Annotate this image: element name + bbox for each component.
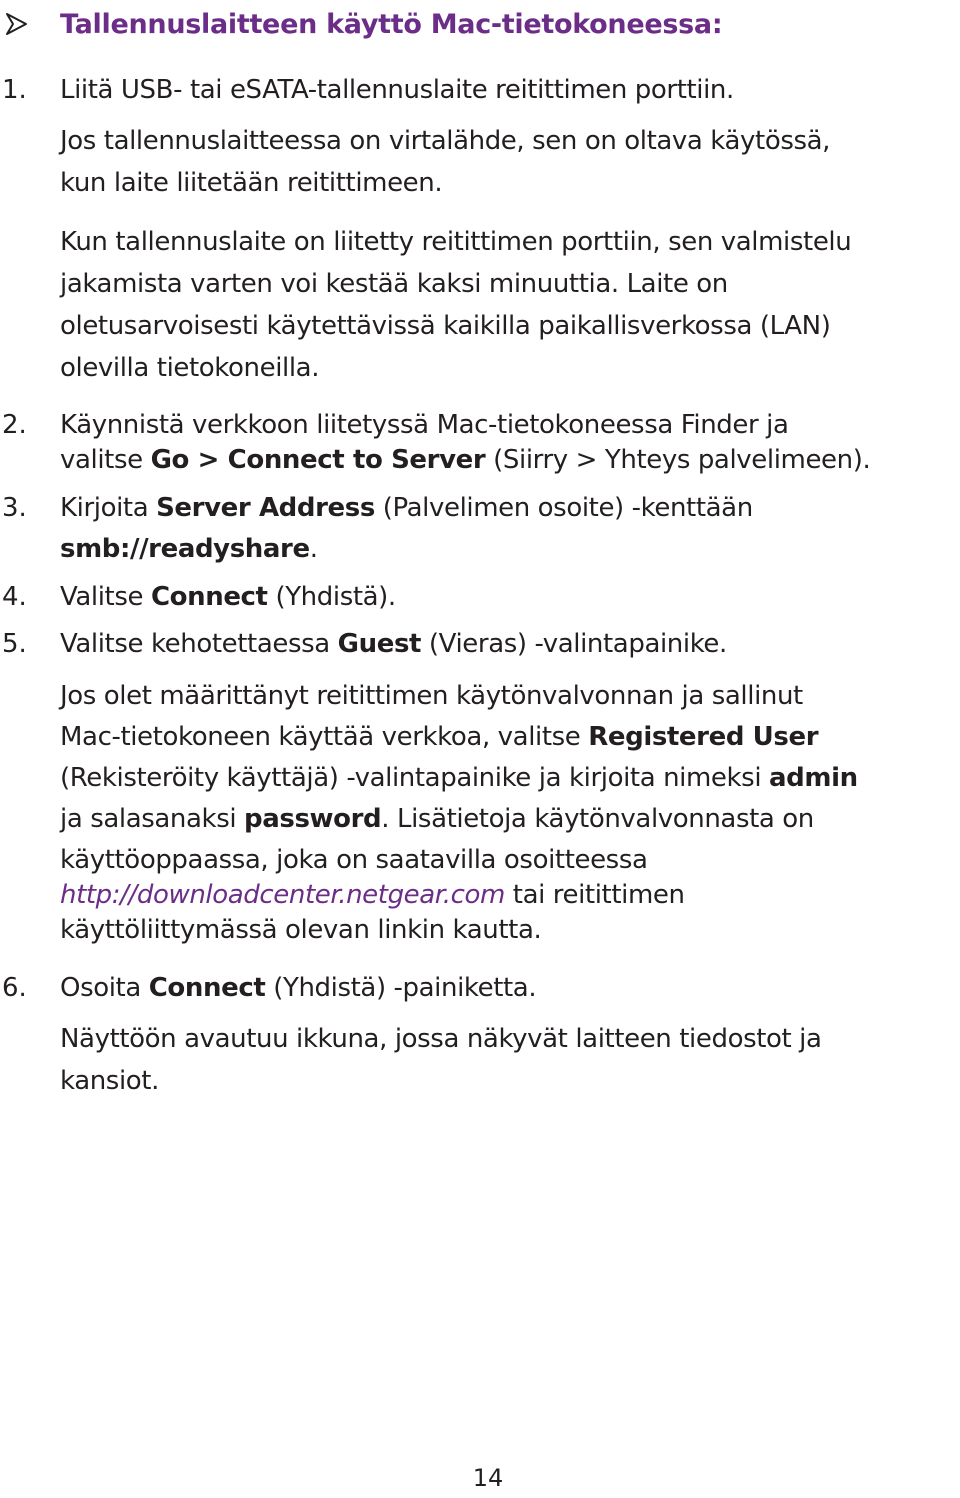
text-run: Valitse kehotettaessa	[60, 629, 338, 659]
step-note-line	[60, 717, 818, 757]
text-run: tai reitittimen	[504, 880, 685, 910]
step-number: 6.	[2, 973, 27, 1003]
step-note-line: oletusarvoisesti käytettävissä kaikilla paikallisverkossa (LAN)	[60, 311, 831, 341]
step-text-line	[60, 488, 753, 528]
text-run: Osoita	[60, 973, 149, 1003]
text-run: (Vieras) -valintapainike.	[421, 629, 727, 659]
text-run: Kirjoita	[60, 493, 157, 523]
step-note-line	[60, 799, 814, 839]
step-note-line: jakamista varten voi kestää kaksi minuuttia. Laite on	[60, 269, 728, 299]
text-run: Valitse	[60, 582, 151, 612]
section-heading	[0, 2, 960, 46]
step-note-line: Jos olet määrittänyt reitittimen käytönvalvonnan ja sallinut	[60, 681, 803, 711]
step-note-line: olevilla tietokoneilla.	[60, 353, 320, 383]
step-note-line	[60, 875, 685, 915]
arrow-bullet-icon	[4, 11, 30, 37]
step-number: 5.	[2, 629, 27, 659]
step-number: 2.	[2, 410, 27, 440]
step-text-line	[60, 529, 318, 569]
text-run: (Rekisteröity käyttäjä) -valintapainike ja kirjoita nimeksi	[60, 763, 770, 793]
step-number: 1.	[2, 75, 27, 105]
step-text-line	[60, 440, 870, 480]
server-address-value: smb://readyshare	[60, 534, 310, 564]
option-name: Registered User	[588, 722, 819, 752]
menu-path: Go > Connect to Server	[150, 445, 486, 475]
step-note-line: käyttöliittymässä olevan linkin kautta.	[60, 915, 542, 945]
step-number: 4.	[2, 582, 27, 612]
section-title: Tallennuslaitteen käyttö Mac-tietokoneessa:	[60, 8, 723, 40]
step-note-line: Näyttöön avautuu ikkuna, jossa näkyvät laitteen tiedostot ja	[60, 1024, 822, 1054]
username-value: admin	[769, 763, 858, 793]
step-text-line	[60, 577, 396, 617]
button-name: Connect	[150, 582, 268, 612]
download-center-link[interactable]: http://downloadcenter.netgear.com	[60, 880, 505, 910]
text-run: ja salasanaksi	[60, 804, 245, 834]
step-note-line	[60, 758, 858, 798]
step-text-line	[60, 968, 536, 1008]
text-run: Mac-tietokoneen käyttää verkkoa, valitse	[60, 722, 589, 752]
step-note-line: Jos tallennuslaitteessa on virtalähde, sen on oltava käytössä,	[60, 126, 831, 156]
text-run: valitse	[60, 445, 151, 475]
step-note-line: kansiot.	[60, 1066, 159, 1096]
step-note-line: kun laite liitetään reitittimeen.	[60, 168, 443, 198]
text-run: .	[309, 534, 318, 564]
password-value: password	[244, 804, 382, 834]
text-run: (Yhdistä) -painiketta.	[265, 973, 537, 1003]
button-name: Connect	[148, 973, 266, 1003]
page-number: 14	[472, 1464, 504, 1492]
step-text: Liitä USB- tai eSATA-tallennuslaite reitittimen porttiin.	[60, 75, 734, 105]
text-run: . Lisätietoja käytönvalvonnasta on	[381, 804, 814, 834]
text-run: (Palvelimen osoite) -kenttään	[374, 493, 753, 523]
text-run: (Siirry > Yhteys palvelimeen).	[485, 445, 871, 475]
option-name: Guest	[337, 629, 422, 659]
step-number: 3.	[2, 493, 27, 523]
step-note-line: Kun tallennuslaite on liitetty reitittimen porttiin, sen valmistelu	[60, 227, 852, 257]
field-name: Server Address	[156, 493, 375, 523]
step-text: Käynnistä verkkoon liitetyssä Mac-tietokoneessa Finder ja	[60, 410, 789, 440]
step-text-line	[60, 624, 727, 664]
step-note-line: käyttöoppaassa, joka on saatavilla osoitteessa	[60, 845, 648, 875]
text-run: (Yhdistä).	[267, 582, 396, 612]
